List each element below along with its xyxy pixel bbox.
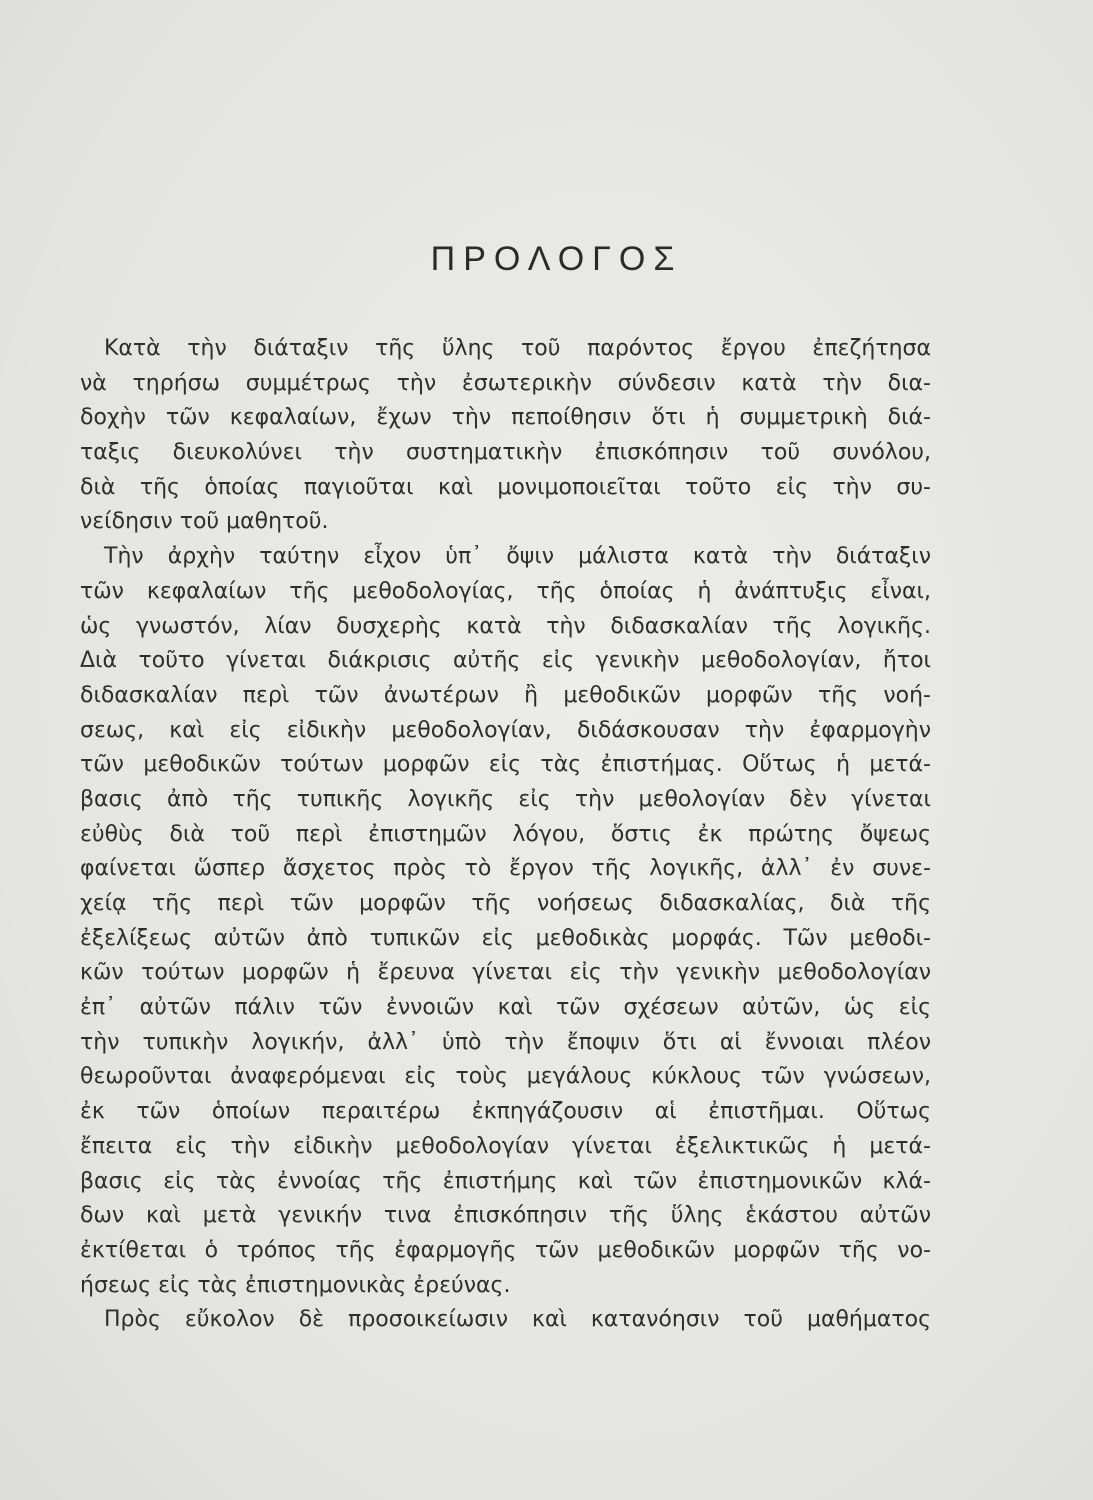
text-line: ταξις διευκολύνει τὴν συστηματικὴν ἐπισκόπησιν τοῦ συνόλου,: [80, 440, 931, 466]
page-title: ΠΡΟΛΟΓΟΣ: [430, 240, 683, 278]
text-line: διὰ τῆς ὁποίας παγιοῦται καὶ μονιμοποιεῖται τοῦτο εἰς τὴν συ-: [80, 474, 931, 500]
text-line: ὡς γνωστόν, λίαν δυσχερὴς κατὰ τὴν διδασκαλίαν τῆς λογικῆς.: [80, 613, 931, 639]
preface-text: [80, 332, 931, 1338]
text-line: δων καὶ μετὰ γενικήν τινα ἐπισκόπησιν τῆς ὕλης ἑκάστου αὐτῶν: [80, 1203, 931, 1229]
text-line: κῶν τούτων μορφῶν ἡ ἔρευνα γίνεται εἰς τὴν γενικὴν μεθοδολογίαν: [80, 960, 931, 986]
text-line: ἔπειτα εἰς τὴν εἰδικὴν μεθοδολογίαν γίνεται ἐξελικτικῶς ἡ μετά-: [80, 1133, 931, 1159]
text-line: νείδησιν τοῦ μαθητοῦ.: [80, 509, 329, 535]
text-line: ήσεως εἰς τὰς ἐπιστημονικὰς ἐρεύνας.: [80, 1272, 511, 1298]
text-line: τῶν κεφαλαίων τῆς μεθοδολογίας, τῆς ὁποίας ἡ ἀνάπτυξις εἶναι,: [80, 578, 931, 604]
text-line: ἐκτίθεται ὁ τρόπος τῆς ἐφαρμογῆς τῶν μεθοδικῶν μορφῶν τῆς νο-: [80, 1237, 931, 1263]
text-line: φαίνεται ὥσπερ ἄσχετος πρὸς τὸ ἔργον τῆς λογικῆς, ἀλλ᾿ ἐν συνε-: [80, 856, 931, 882]
text-line: Διὰ τοῦτο γίνεται διάκρισις αὐτῆς εἰς γενικὴν μεθοδολογίαν, ἤτοι: [80, 648, 931, 674]
text-line: θεωροῦνται ἀναφερόμεναι εἰς τοὺς μεγάλους κύκλους τῶν γνώσεων,: [80, 1064, 931, 1090]
text-line: ἐκ τῶν ὁποίων περαιτέρω ἐκπηγάζουσιν αἱ ἐπιστῆμαι. Οὕτως: [80, 1099, 931, 1125]
text-line: τῶν μεθοδικῶν τούτων μορφῶν εἰς τὰς ἐπιστήμας. Οὕτως ἡ μετά-: [80, 752, 931, 778]
text-line: βασις ἀπὸ τῆς τυπικῆς λογικῆς εἰς τὴν μεθολογίαν δὲν γίνεται: [80, 786, 931, 812]
text-line: τὴν τυπικὴν λογικήν, ἀλλ᾿ ὑπὸ τὴν ἔποψιν ὅτι αἱ ἔννοιαι πλέον: [80, 1029, 931, 1055]
text-line: ἐπ᾿ αὐτῶν πάλιν τῶν ἐννοιῶν καὶ τῶν σχέσεων αὐτῶν, ὡς εἰς: [80, 995, 931, 1021]
text-line: Κατὰ τὴν διάταξιν τῆς ὕλης τοῦ παρόντος ἔργου ἐπεζήτησα: [104, 336, 931, 361]
text-line: διδασκαλίαν περὶ τῶν ἀνωτέρων ἢ μεθοδικῶν μορφῶν τῆς νοή-: [80, 682, 931, 708]
text-line: χείᾳ τῆς περὶ τῶν μορφῶν τῆς νοήσεως διδασκαλίας, διὰ τῆς: [80, 891, 931, 916]
text-line: δοχὴν τῶν κεφαλαίων, ἔχων τὴν πεποίθησιν ὅτι ἡ συμμετρικὴ διά-: [80, 405, 931, 431]
text-line: εὐθὺς διὰ τοῦ περὶ ἐπιστημῶν λόγου, ὅστις ἐκ πρώτης ὄψεως: [80, 821, 931, 847]
text-line: Τὴν ἀρχὴν ταύτην εἶχον ὑπ᾿ ὄψιν μάλιστα κατὰ τὴν διάταξιν: [104, 544, 931, 570]
text-line: βασις εἰς τὰς ἐννοίας τῆς ἐπιστήμης καὶ τῶν ἐπιστημονικῶν κλά-: [80, 1168, 931, 1194]
text-line: Πρὸς εὔκολον δὲ προσοικείωσιν καὶ κατανόησιν τοῦ μαθήματος: [104, 1307, 931, 1333]
text-line: σεως, καὶ εἰς εἰδικὴν μεθοδολογίαν, διδάσκουσαν τὴν ἐφαρμογὴν: [80, 717, 931, 743]
text-line: ἐξελίξεως αὐτῶν ἀπὸ τυπικῶν εἰς μεθοδικὰς μορφάς. Τῶν μεθοδι-: [80, 925, 931, 951]
text-line: νὰ τηρήσω συμμέτρως τὴν ἐσωτερικὴν σύνδεσιν κατὰ τὴν δια-: [80, 370, 931, 396]
